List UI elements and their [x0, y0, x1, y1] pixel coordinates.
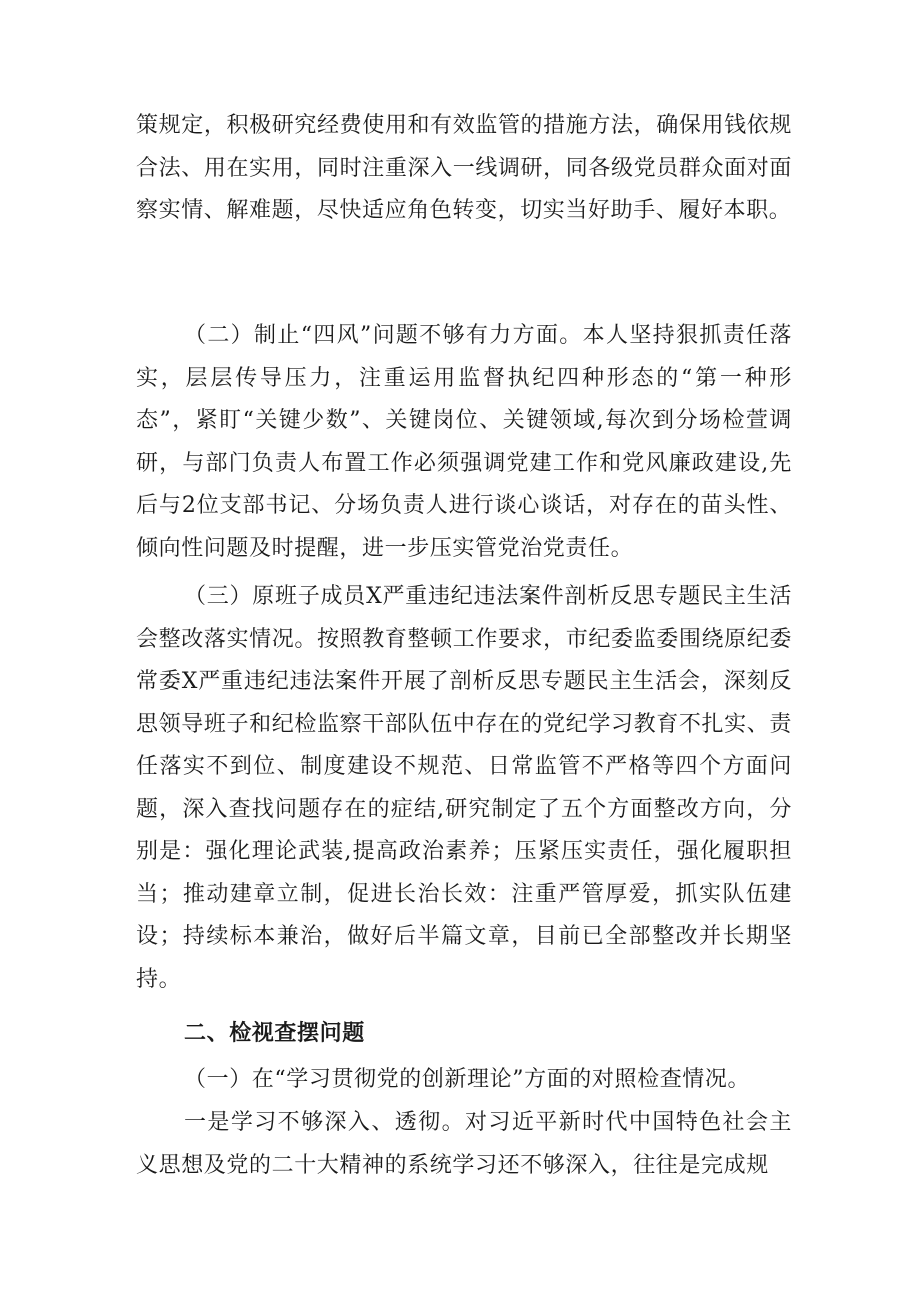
paragraph-continuation: 策规定，积极研究经费使用和有效监管的措施方法，确保用钱依规合法、用在实用，同时注重深入一线调研，同各级党员群众面对面察实情、解难题，尽快适应角色转变，切实当好助手、履好本职。: [136, 113, 792, 223]
paragraph-section-3: （三）原班子成员X严重违纪违法案件剖析反思专题民主生活会整改落实情况。按照教育整顿工作要求，市纪委监委围绕原纪委常委X严重违纪违法案件开展了剖析反思专题民主生活会，深刻反思领导班子和纪检监察干部队伍中存在的党纪学习教育不扎实、责任落实不到位、制度建设不规范、日常监管不严格等四个方面问题，深入查找问题存在的症结,研究制定了五个方面整改方向，分别是：强化理论武装,提高政治素养；压紧压实责任，强化履职担当；推动建章立制，促进长治长效：注重严管厚爱，抓实队伍建设；持续标本兼治，做好后半篇文章，目前已全部整改并长期坚持。: [136, 584, 792, 992]
heading-inspection: 二、检视查摆问题: [184, 1021, 365, 1046]
subheading-learning: （一）在“学习贯彻党的创新理论”方面的对照检查情况。: [184, 1067, 751, 1092]
paragraph-section-2: （二）制止“四风”问题不够有力方面。本人坚持狠抓责任落实，层层传导压力，注重运用监督执纪四种形态的“第一种形态”，紧盯“关键少数”、关键岗位、关键领域,每次到分场检萱调研，与部门负责人布置工作必须强调党建工作和党风廉政建设,先后与2位支部书记、分场负责人进行谈心谈话，对存在的苗头性、倾向性问题及时提醒，进一步压实管党治党责任。: [136, 323, 792, 561]
paragraph-item-1: 一是学习不够深入、透彻。对习近平新时代中国特色社会主义思想及党的二十大精神的系统学习还不够深入，往往是完成规: [136, 1110, 792, 1178]
